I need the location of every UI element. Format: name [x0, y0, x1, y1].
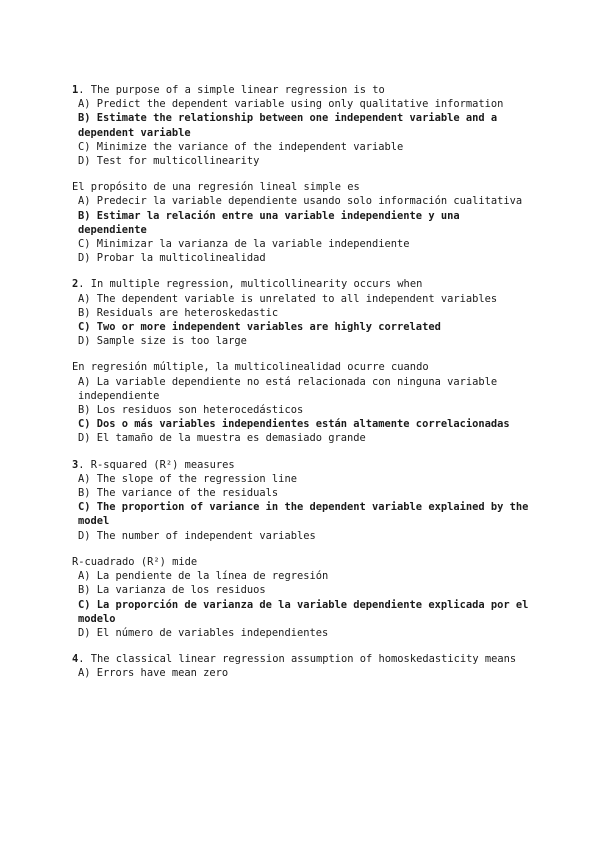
answer-option: A) Errors have mean zero	[78, 667, 229, 680]
question-block	[72, 458, 532, 543]
answer-option-correct: C) Dos o más variables independientes están altamente correlacionadas	[78, 418, 510, 431]
question-number: 3	[72, 458, 79, 471]
answer-option: D) Test for multicollinearity	[78, 155, 260, 168]
question-number: 4	[72, 653, 79, 666]
question-block	[72, 83, 532, 168]
question-text: R-cuadrado (R²) mide	[72, 555, 198, 568]
question-text: En regresión múltiple, la multicolinealidad ocurre cuando	[72, 361, 429, 374]
answer-option-correct: C) La proporción de varianza de la variable dependiente explicada por el modelo	[78, 598, 529, 625]
answer-option: C) Minimizar la varianza de la variable independiente	[78, 238, 410, 251]
answer-option: A) La variable dependiente no está relacionada con ninguna variable independiente	[78, 375, 498, 402]
question-text: . The classical linear regression assumption of homoskedasticity means	[78, 653, 517, 666]
question-text: . In multiple regression, multicollinearity occurs when	[78, 278, 423, 291]
question-stem	[72, 458, 532, 472]
question-stem	[72, 360, 532, 374]
answer-option: B) La varianza de los residuos	[78, 584, 266, 597]
question-block	[72, 180, 532, 265]
document-page	[72, 83, 532, 693]
answer-option: A) Predict the dependent variable using only qualitative information	[78, 98, 504, 111]
answer-option-correct: B) Estimate the relationship between one independent variable and a dependent variable	[78, 112, 498, 139]
answer-option: A) Predecir la variable dependiente usando solo información cualitativa	[78, 195, 523, 208]
question-block	[72, 652, 532, 680]
answer-option-correct: C) The proportion of variance in the dependent variable explained by the model	[78, 501, 529, 528]
question-stem	[72, 555, 532, 569]
question-text: . The purpose of a simple linear regression is to	[78, 84, 385, 96]
question-text: El propósito de una regresión lineal simple es	[72, 181, 360, 194]
answer-option: B) Residuals are heteroskedastic	[78, 306, 279, 319]
question-block	[72, 277, 532, 348]
question-stem	[72, 180, 532, 194]
question-stem	[72, 277, 532, 291]
answer-option: A) The dependent variable is unrelated to all independent variables	[78, 292, 498, 305]
answer-option: D) Sample size is too large	[78, 335, 247, 348]
question-block	[72, 555, 532, 640]
answer-option: D) The number of independent variables	[78, 529, 316, 542]
question-number: 2	[72, 278, 79, 291]
answer-option-correct: C) Two or more independent variables are highly correlated	[78, 321, 441, 334]
answer-option: B) The variance of the residuals	[78, 487, 279, 500]
answer-option: D) El número de variables independientes	[78, 626, 329, 639]
answer-option: B) Los residuos son heterocedásticos	[78, 404, 304, 417]
answer-option: A) La pendiente de la línea de regresión	[78, 570, 329, 583]
question-number: 1	[72, 84, 79, 96]
answer-option-correct: B) Estimar la relación entre una variable independiente y una dependiente	[78, 209, 460, 236]
question-stem	[72, 83, 532, 97]
question-text: . R-squared (R²) measures	[78, 458, 235, 471]
question-stem	[72, 652, 532, 666]
answer-option: C) Minimize the variance of the independent variable	[78, 140, 404, 153]
answer-option: A) The slope of the regression line	[78, 472, 297, 485]
answer-option: D) Probar la multicolinealidad	[78, 252, 266, 265]
question-block	[72, 360, 532, 445]
answer-option: D) El tamaño de la muestra es demasiado grande	[78, 432, 366, 445]
